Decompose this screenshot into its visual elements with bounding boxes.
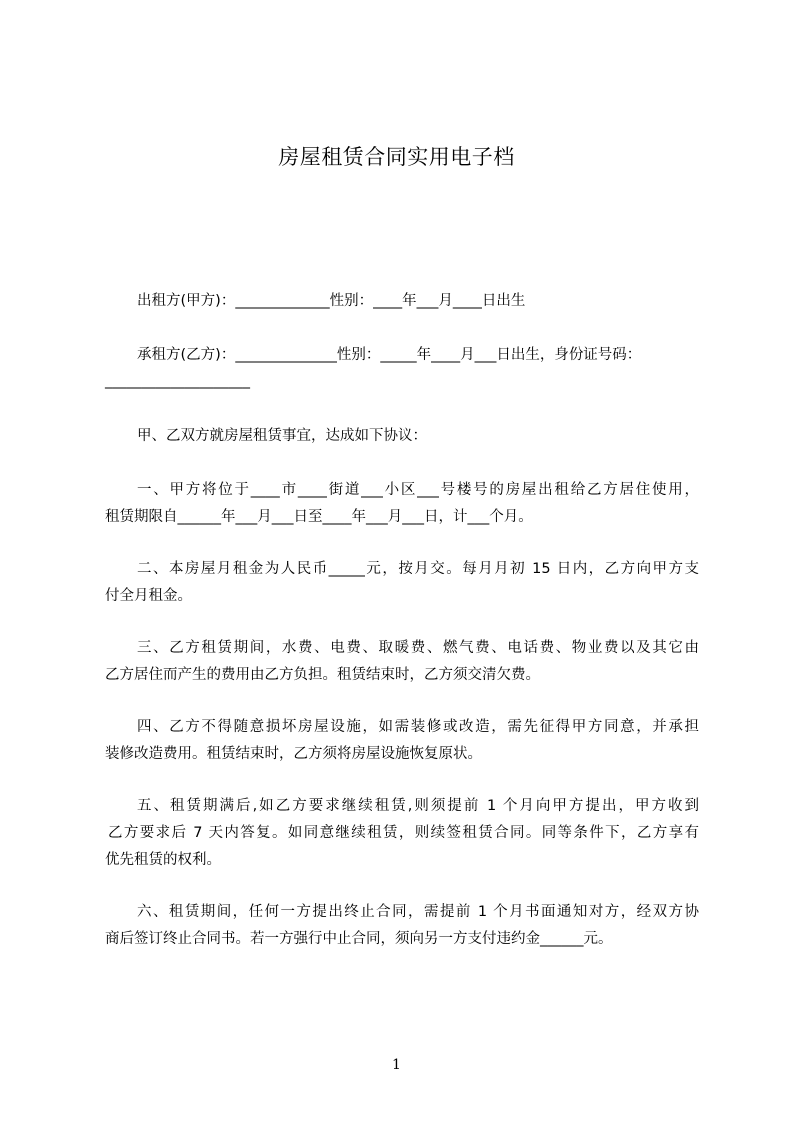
document-title: 房屋租赁合同实用电子档 <box>278 145 515 169</box>
lessee-id-line: ____________________ <box>105 373 250 389</box>
clause-6-line-1: 六、租赁期间，任何一方提出终止合同，需提前 1 个月书面通知对方，经双方协 <box>137 904 699 920</box>
clause-6-line-2: 商后签订终止合同书。若一方强行中止合同，须向另一方支付违约金______元。 <box>105 931 613 947</box>
clause-5-line-1: 五、租赁期满后,如乙方要求继续租赁,则须提前 1 个月向甲方提出，甲方收到 <box>137 798 699 814</box>
clause-2-line-2: 付全月租金。 <box>105 588 192 604</box>
clause-4-line-2: 装修改造费用。租赁结束时，乙方须将房屋设施恢复原状。 <box>105 746 482 762</box>
clause-5-line-2: 乙方要求后 7 天内答复。如同意继续租赁，则续签租赁合同。同等条件下，乙方享有 <box>108 825 699 841</box>
clause-4-line-1: 四、乙方不得随意损坏房屋设施，如需装修或改造，需先征得甲方同意，并承担 <box>137 719 699 735</box>
clause-3-line-1: 三、乙方租赁期间，水费、电费、取暖费、燃气费、电话费、物业费以及其它由 <box>137 640 699 656</box>
clause-1-line-2: 租赁期限自______年___月___日至____年___月___日，计___个月。 <box>105 509 533 525</box>
lessee-line: 承租方(乙方)：______________性别：_____年____月___日出生，身份证号码： <box>137 347 642 363</box>
agreement-intro: 甲、乙双方就房屋租赁事宜，达成如下协议： <box>137 428 427 444</box>
clause-1-line-1: 一、甲方将位于____市____街道___小区___号楼号的房屋出租给乙方居住使用， <box>137 482 699 498</box>
page-number: 1 <box>392 1057 401 1073</box>
clause-2-line-1: 二、本房屋月租金为人民币_____元，按月交。每月月初 15 日内，乙方向甲方支 <box>137 561 699 577</box>
clause-3-line-2: 乙方居住而产生的费用由乙方负担。租赁结束时，乙方须交清欠费。 <box>105 667 540 683</box>
lessor-line: 出租方(甲方)：_____________性别：____年___月____日出生 <box>137 293 526 309</box>
clause-5-line-3: 优先租赁的权利。 <box>105 852 221 868</box>
